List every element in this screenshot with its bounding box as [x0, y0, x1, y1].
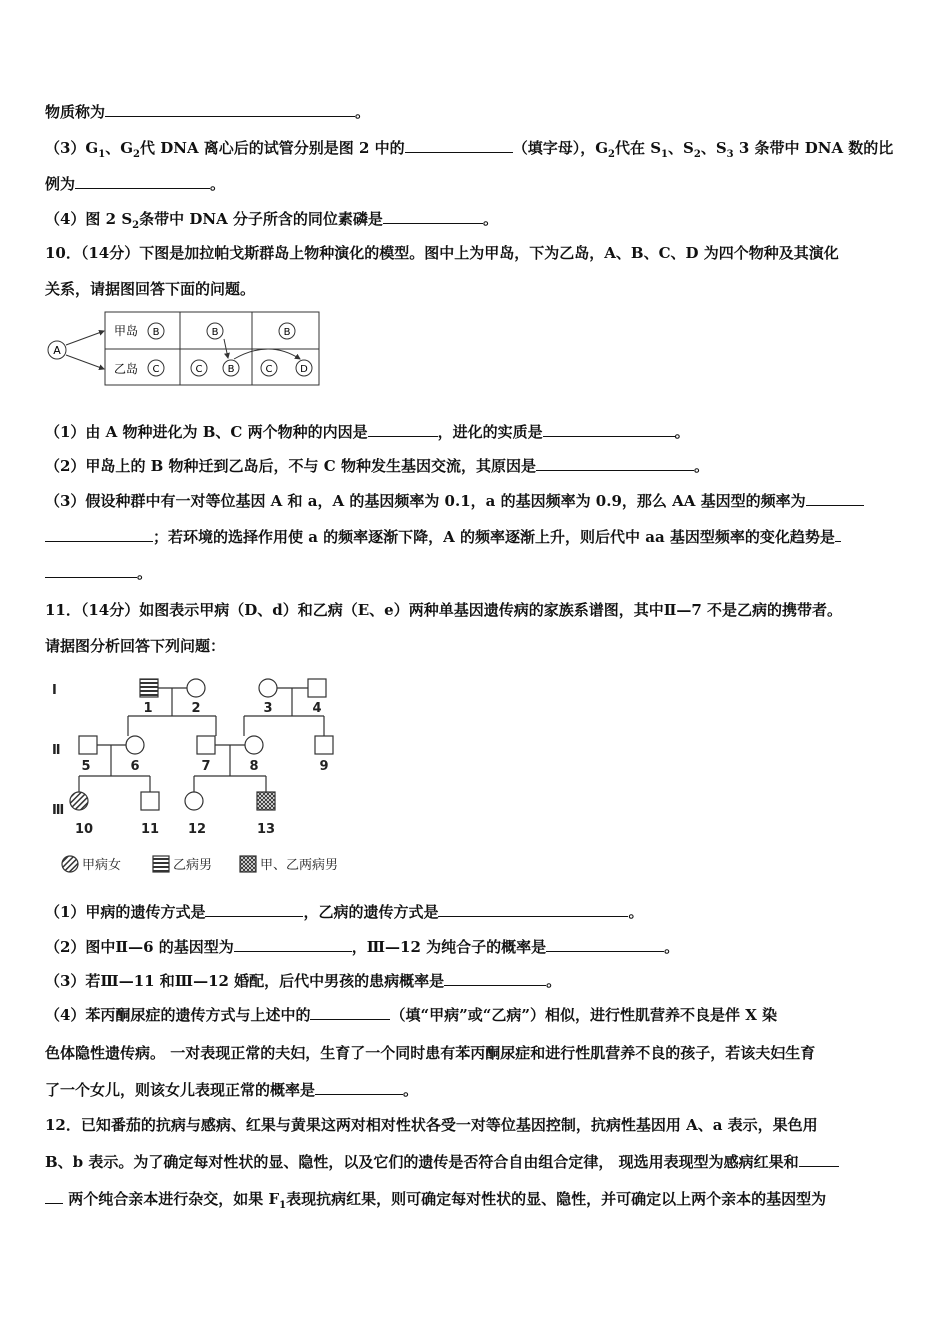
- svg-text:12: 12: [187, 822, 207, 837]
- text-line: （2）甲岛上的 B 物种迁到乙岛后，不与 C 物种发生基因交流，其原因是 。: [45, 457, 709, 475]
- svg-text:5: 5: [81, 759, 91, 774]
- answer-blank[interactable]: [799, 1152, 839, 1167]
- answer-blank[interactable]: [75, 174, 210, 189]
- gen-2-label: Ⅱ: [52, 743, 61, 758]
- answer-blank[interactable]: [368, 422, 438, 437]
- question-11-stem: 11．（14分）如图表示甲病（D、d）和乙病（E、e）两种单基因遗传病的家族系谱图，其中Ⅱ—7 不是乙病的携带者。: [45, 601, 843, 619]
- text-line: （2）图中Ⅱ—6 的基因型为 ，Ⅲ—12 为纯合子的概率是 。: [45, 938, 680, 956]
- answer-blank[interactable]: [205, 902, 303, 917]
- answer-blank[interactable]: [536, 456, 694, 471]
- gen-1-label: Ⅰ: [52, 683, 57, 698]
- svg-text:8: 8: [249, 759, 259, 774]
- svg-text:C: C: [195, 364, 203, 375]
- text-line: 物质称为 。: [45, 103, 371, 121]
- svg-text:C: C: [152, 364, 160, 375]
- answer-blank[interactable]: [105, 102, 355, 117]
- answer-blank[interactable]: [806, 491, 864, 506]
- answer-blank[interactable]: [45, 1189, 63, 1204]
- svg-text:6: 6: [130, 759, 140, 774]
- species-a-label: A: [53, 344, 61, 357]
- answer-blank[interactable]: [45, 563, 137, 578]
- svg-text:B: B: [283, 327, 291, 338]
- island-jia-label: 甲岛: [114, 324, 139, 338]
- text-line: $(3)G_1$、$G_2$代 DNA 离心后的试管分别是图 2 中的 （填字母），$G_2$代在 $S_1$、$S_2$、$S_3$ 3 条带中 DNA 数的比: [45, 139, 894, 160]
- gen-3-label: Ⅲ: [52, 803, 65, 818]
- svg-text:1: 1: [143, 701, 153, 716]
- svg-text:3: 3: [263, 701, 273, 716]
- text-line: ；若环境的选择作用使 a 的频率逐渐下降，A 的频率逐渐上升，则后代中 aa 基因型频率的变化趋势是: [45, 527, 841, 547]
- svg-text:4: 4: [312, 701, 322, 716]
- text-line: （1）甲病的遗传方式是 ，乙病的遗传方式是 。: [45, 903, 644, 921]
- svg-text:11: 11: [140, 822, 160, 837]
- text-line: B、b 表示。为了确定每对性状的显、隐性，以及它们的遗传是否符合自由组合定律， 现选用表现型为感病红果和: [45, 1152, 839, 1172]
- svg-text:B: B: [152, 327, 160, 338]
- text-line: 请据图分析回答下列问题：: [45, 637, 226, 655]
- svg-text:10: 10: [74, 822, 94, 837]
- text-line: 了一个女儿，则该女儿表现正常的概率是 。: [45, 1081, 419, 1099]
- svg-text:B: B: [211, 327, 219, 338]
- question-12-stem: 12．已知番茄的抗病与感病、红果与黄果这两对相对性状各受一对等位基因控制，抗病性基因用 A、a 表示，果色用: [45, 1116, 818, 1134]
- svg-text:7: 7: [201, 759, 211, 774]
- svg-text:9: 9: [319, 759, 329, 774]
- island-evolution-figure: [44, 309, 324, 389]
- svg-text:B: B: [227, 364, 235, 375]
- text-line: （4）图 2 $S_2$条带中 DNA 分子所含的同位素磷是 。: [45, 210, 498, 231]
- legend-both-male: 甲、乙两病男: [260, 858, 339, 873]
- text-line: （4）苯丙酮尿症的遗传方式与上述中的 （填“甲病”或“乙病”）相似，进行性肌营养不良是伴 X 染: [45, 1006, 778, 1024]
- answer-blank[interactable]: [405, 138, 513, 153]
- text-line: （3）假设种群中有一对等位基因 A 和 a，A 的基因频率为 0.1，a 的基因频率为 0.9，那么 AA 基因型的频率为: [45, 491, 864, 511]
- pedigree-figure: [44, 670, 374, 885]
- answer-blank[interactable]: [546, 937, 664, 952]
- answer-blank[interactable]: [45, 527, 153, 542]
- text-line: 两个纯合亲本进行杂交，如果 $F_1$表现抗病红果，则可确定每对性状的显、隐性，并可确定以上两个亲本的基因型为: [45, 1189, 826, 1216]
- text-line: （1）由 A 物种进化为 B、C 两个物种的内因是 ，进化的实质是 。: [45, 423, 690, 441]
- svg-text:2: 2: [191, 701, 201, 716]
- answer-blank[interactable]: [444, 971, 546, 986]
- legend-yi-male: 乙病男: [173, 858, 213, 873]
- text-line: （3）若Ⅲ—11 和Ⅲ—12 婚配，后代中男孩的患病概率是 。: [45, 972, 562, 990]
- text-line: 色体隐性遗传病。 一对表现正常的夫妇，生育了一个同时患有苯丙酮尿症和进行性肌营养不良的孩子，若该夫妇生育: [45, 1044, 816, 1062]
- answer-blank[interactable]: [383, 209, 483, 224]
- text-line: 。: [45, 563, 152, 583]
- island-yi-label: 乙岛: [114, 362, 139, 376]
- question-10-stem: 10．（14分）下图是加拉帕戈斯群岛上物种演化的模型。图中上为甲岛，下为乙岛，A、B、C、D 为四个物种及其演化: [45, 244, 839, 262]
- text-line: 例为 。: [45, 175, 226, 193]
- answer-blank[interactable]: [234, 937, 352, 952]
- svg-text:D: D: [300, 364, 308, 375]
- answer-blank[interactable]: [835, 527, 841, 542]
- answer-blank[interactable]: [438, 902, 628, 917]
- svg-text:13: 13: [256, 822, 276, 837]
- legend-jia-female: 甲病女: [82, 858, 122, 873]
- answer-blank[interactable]: [543, 422, 675, 437]
- svg-text:C: C: [265, 364, 273, 375]
- text-line: 关系，请据图回答下面的问题。: [45, 280, 256, 298]
- answer-blank[interactable]: [310, 1005, 390, 1020]
- answer-blank[interactable]: [315, 1080, 403, 1095]
